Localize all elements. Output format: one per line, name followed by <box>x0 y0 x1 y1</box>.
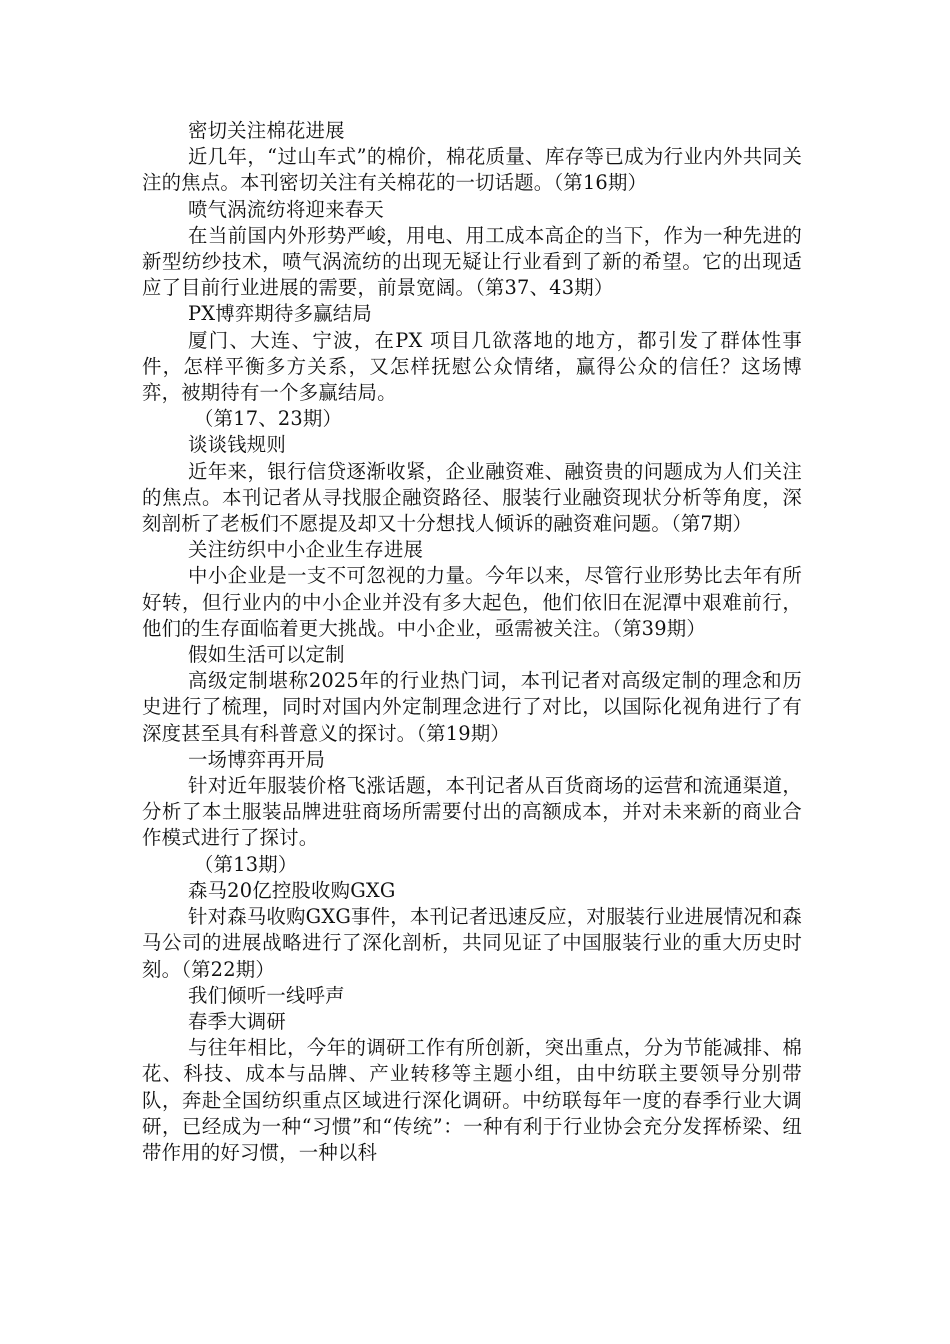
section-title: 一场博弈再开局 <box>188 747 326 771</box>
section-title: 喷气涡流纺将迎来春天 <box>188 197 384 221</box>
section-body: 针对近年服装价格飞涨话题，本刊记者从百货商场的运营和流通渠道，分析了本土服装品牌进驻商场所需要付出的高额成本，并对未来新的商业合作模式进行了探讨。 <box>142 774 802 850</box>
section-issue: （第17、23期） <box>194 407 343 431</box>
section-semir-gxg <box>142 878 802 983</box>
section-game-reopens <box>142 747 802 878</box>
section-title: 关注纺织中小企业生存进展 <box>188 538 424 562</box>
section-title: 谈谈钱规则 <box>188 433 286 457</box>
section-money-rules <box>142 432 802 537</box>
section-frontline <box>142 983 802 1009</box>
section-body: 近年来，银行信贷逐渐收紧，企业融资难、融资贵的问题成为人们关注的焦点。本刊记者从寻找服企融资路径、服装行业融资现状分析等角度，深刻剖析了老板们不愿提及却又十分想找人倾诉的融资难问题。（第7期） <box>142 459 802 536</box>
section-title: PX博弈期待多赢结局 <box>188 302 372 326</box>
section-issue: （第13期） <box>194 852 298 876</box>
document-page <box>142 118 802 1166</box>
section-title: 春季大调研 <box>188 1009 286 1033</box>
section-title: 森马20亿控股收购GXG <box>188 878 396 902</box>
section-px <box>142 301 802 432</box>
section-title: 假如生活可以定制 <box>188 643 345 667</box>
section-custom-life <box>142 642 802 747</box>
section-sme <box>142 537 802 642</box>
section-title: 密切关注棉花进展 <box>188 119 345 142</box>
section-vortex-spinning <box>142 197 802 302</box>
section-body: 针对森马收购GXG事件，本刊记者迅速反应，对服装行业进展情况和森马公司的进展战略进行了深化剖析，共同见证了中国服装行业的重大历史时刻。（第22期） <box>142 905 802 981</box>
section-body: 厦门、大连、宁波，在PX 项目几欲落地的地方，都引发了群体性事件，怎样平衡多方关系，又怎样抚慰公众情绪，赢得公众的信任？这场博弈，被期待有一个多赢结局。 <box>142 328 802 405</box>
section-body: 近几年，“过山车式”的棉价，棉花质量、库存等已成为行业内外共同关注的焦点。本刊密切关注有关棉花的一切话题。（第16期） <box>142 145 802 195</box>
section-body: 与往年相比，今年的调研工作有所创新，突出重点，分为节能减排、棉花、科技、成本与品牌、产业转移等主题小组，由中纺联主要领导分别带队，奔赴全国纺织重点区域进行深化调研。中纺联每年一度的春季行业大调研，已经成为一种“习惯”和“传统”：一种有利于行业协会充分发挥桥梁、纽带作用的好习惯，一种以科 <box>142 1036 802 1164</box>
section-body: 中小企业是一支不可忽视的力量。今年以来，尽管行业形势比去年有所好转，但行业内的中小企业并没有多大起色，他们依旧在泥潭中艰难前行，他们的生存面临着更大挑战。中小企业，亟需被关注。（第39期） <box>142 564 802 640</box>
section-title: 我们倾听一线呼声 <box>188 983 345 1007</box>
section-body: 高级定制堪称2025年的行业热门词，本刊记者对高级定制的理念和历史进行了梳理，同时对国内外定制理念进行了对比，以国际化视角进行了有深度甚至具有科普意义的探讨。（第19期） <box>142 669 802 745</box>
section-spring-survey <box>142 1009 802 1166</box>
section-cotton <box>142 118 802 197</box>
section-body: 在当前国内外形势严峻，用电、用工成本高企的当下，作为一种先进的新型纺纱技术，喷气涡流纺的出现无疑让行业看到了新的希望。它的出现适应了目前行业进展的需要，前景宽阔。（第37、43期） <box>142 223 802 300</box>
